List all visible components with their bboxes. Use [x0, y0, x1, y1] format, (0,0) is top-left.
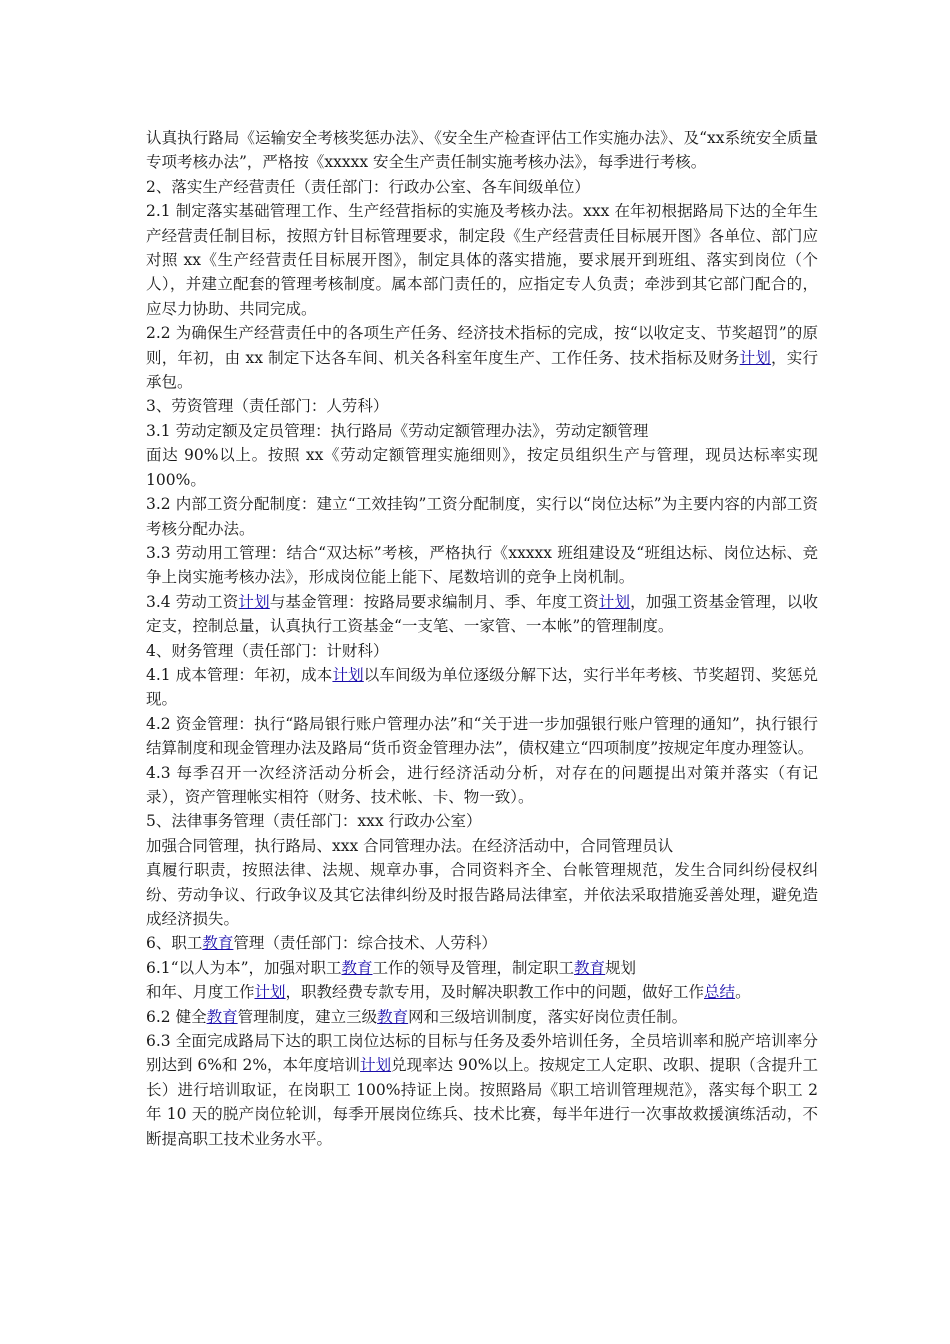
paragraph-text: 和年、月度工作 [146, 983, 255, 1002]
hyperlink[interactable]: 总结 [704, 983, 736, 1002]
paragraph [146, 175, 818, 199]
hyperlink[interactable]: 教育 [574, 958, 606, 977]
paragraph-text: 兑现率达 90%以上。按规定工人定职、改职、提职（含提升工长）进行培训取证，在岗职工 100%持证上岗。按照路局《职工培训管理规范》，落实每个职工 2 年 10 天的脱产岗位轮训，每季开展岗位练兵、技术比赛，每半年进行一次事故救援演练活动，不断提高职工技术业务水平。 [146, 1056, 818, 1148]
paragraph-text: 面达 90%以上。按照 xx《劳动定额管理实施细则》，按定员组织生产与管理，现员达标率实现 100%。 [146, 446, 818, 489]
hyperlink[interactable]: 教育 [206, 1007, 238, 1026]
paragraph [146, 1005, 818, 1029]
paragraph [146, 590, 818, 639]
paragraph-text: 3.3 劳动用工管理：结合“双达标”考核，严格执行《xxxxx 班组建设及“班组达标、岗位达标、竞争上岗实施考核办法》，形成岗位能上能下、尾数培训的竞争上岗机制。 [146, 543, 818, 587]
paragraph-text: 2、落实生产经营责任（责任部门：行政办公室、各车间级单位） [146, 177, 590, 196]
paragraph-text: 3.2 内部工资分配制度：建立“工效挂钩”工资分配制度，实行以“岗位达标”为主要内容的内部工资考核分配办法。 [146, 495, 818, 538]
hyperlink[interactable]: 教育 [202, 934, 234, 953]
paragraph-text: 与基金管理：按路局要求编制月、季、年度工资 [269, 592, 599, 611]
paragraph-text: 4、财务管理（责任部门：计财科） [146, 641, 389, 660]
paragraph [146, 321, 818, 394]
paragraph-text: ，加强工资基金管理，以收定支，控制总量，认真执行工资基金“一支笔、一家管、一本帐”的管理制度。 [146, 592, 818, 636]
paragraph-text: 管理（责任部门：综合技术、人劳科） [233, 934, 497, 953]
paragraph-text: ，职教经费专款专用，及时解决职教工作中的问题，做好工作 [285, 983, 705, 1002]
paragraph-text: 4.3 每季召开一次经济活动分析会，进行经济活动分析，对存在的问题提出对策并落实（有记录），资产管理帐实相符（财务、技术帐、卡、物一致）。 [146, 763, 818, 806]
paragraph-text: 2.1 制定落实基础管理工作、生产经营指标的实施及考核办法。xxx 在年初根据路局下达的全年生产经营责任制目标，按照方针目标管理要求，制定段《生产经营责任目标展开图》各单位、部门应对照 xx《生产经营责任目标展开图》，制定具体的落实措施，要求展开到班组、落实到岗位（个人），并建立配套的管理考核制度。属本部门责任的，应指定专人负责；牵涉到其它部门配合的，应尽力协助、共同完成。 [146, 202, 818, 318]
paragraph-text: 6.3 全面完成路局下达的职工岗位达标的目标与任务及委外培训任务，全员培训率和脱产培训率分别达到 6%和 2%，本年度培训 [146, 1032, 818, 1075]
paragraph-text: 4.1 成本管理：年初，成本 [146, 665, 333, 684]
paragraph [146, 126, 818, 175]
paragraph [146, 761, 818, 810]
paragraph-text: 加强合同管理，执行路局、xxx 合同管理办法。在经济活动中，合同管理员认 [146, 836, 674, 855]
paragraph [146, 809, 818, 833]
paragraph [146, 639, 818, 663]
hyperlink[interactable]: 计划 [360, 1056, 392, 1075]
paragraph-text: 工作的领导及管理，制定职工 [372, 958, 575, 977]
paragraph [146, 1029, 818, 1151]
hyperlink[interactable]: 计划 [332, 665, 364, 684]
paragraph [146, 394, 818, 418]
paragraph-text: 网和三级培训制度，落实好岗位责任制。 [408, 1007, 688, 1026]
paragraph-text: 管理制度，建立三级 [237, 1007, 378, 1026]
paragraph [146, 199, 818, 321]
paragraph [146, 492, 818, 541]
hyperlink[interactable]: 计划 [238, 592, 270, 611]
paragraph [146, 419, 818, 443]
paragraph [146, 834, 818, 858]
hyperlink[interactable]: 教育 [377, 1007, 409, 1026]
paragraph-text: 5、法律事务管理（责任部门：xxx 行政办公室） [146, 812, 482, 831]
document-body [146, 126, 818, 1151]
paragraph-text: 以车间级为单位逐级分解下达，实行半年考核、节奖超罚、奖惩兑现。 [146, 665, 818, 709]
paragraph-text: 认真执行路局《运输安全考核奖惩办法》、《安全生产检查评估工作实施办法》、及“xx系统安全质量专项考核办法”，严格按《xxxxx 安全生产责任制实施考核办法》，每季进行考核。 [146, 129, 818, 172]
paragraph [146, 541, 818, 590]
paragraph [146, 443, 818, 492]
paragraph-text: 3.1 劳动定额及定员管理：执行路局《劳动定额管理办法》，劳动定额管理 [146, 421, 649, 440]
paragraph-text: 真履行职责，按照法律、法规、规章办事，合同资料齐全、台帐管理规范，发生合同纠纷侵权纠纷、劳动争议、行政争议及其它法律纠纷及时报告路局法律室，并依法采取措施妥善处理，避免造成经济损失。 [146, 861, 818, 928]
paragraph-text: ，实行承包。 [146, 348, 818, 392]
hyperlink[interactable]: 计划 [739, 348, 772, 367]
hyperlink[interactable]: 教育 [341, 958, 373, 977]
paragraph [146, 712, 818, 761]
paragraph-text: 6.1“以人为本”，加强对职工 [146, 958, 342, 977]
paragraph [146, 956, 818, 980]
paragraph-text: 。 [735, 983, 751, 1002]
paragraph [146, 931, 818, 955]
paragraph-text: 2.2 为确保生产经营责任中的各项生产任务、经济技术指标的完成，按“以收定支、节奖超罚”的原则，年初，由 xx 制定下达各车间、机关各科室年度生产、工作任务、技术指标及财务 [146, 324, 818, 367]
paragraph [146, 858, 818, 931]
paragraph [146, 663, 818, 712]
paragraph-text: 3、劳资管理（责任部门：人劳科） [146, 397, 389, 416]
paragraph [146, 980, 818, 1004]
paragraph-text: 6.2 健全 [146, 1007, 207, 1026]
hyperlink[interactable]: 计划 [254, 983, 286, 1002]
paragraph-text: 3.4 劳动工资 [146, 592, 239, 611]
hyperlink[interactable]: 计划 [598, 592, 631, 611]
paragraph-text: 4.2 资金管理：执行“路局银行账户管理办法”和“关于进一步加强银行账户管理的通知”，执行银行结算制度和现金管理办法及路局“货币资金管理办法”，债权建立“四项制度”按规定年度办理签认。 [146, 714, 818, 758]
paragraph-text: 规划 [605, 958, 637, 977]
paragraph-text: 6、职工 [146, 934, 203, 953]
